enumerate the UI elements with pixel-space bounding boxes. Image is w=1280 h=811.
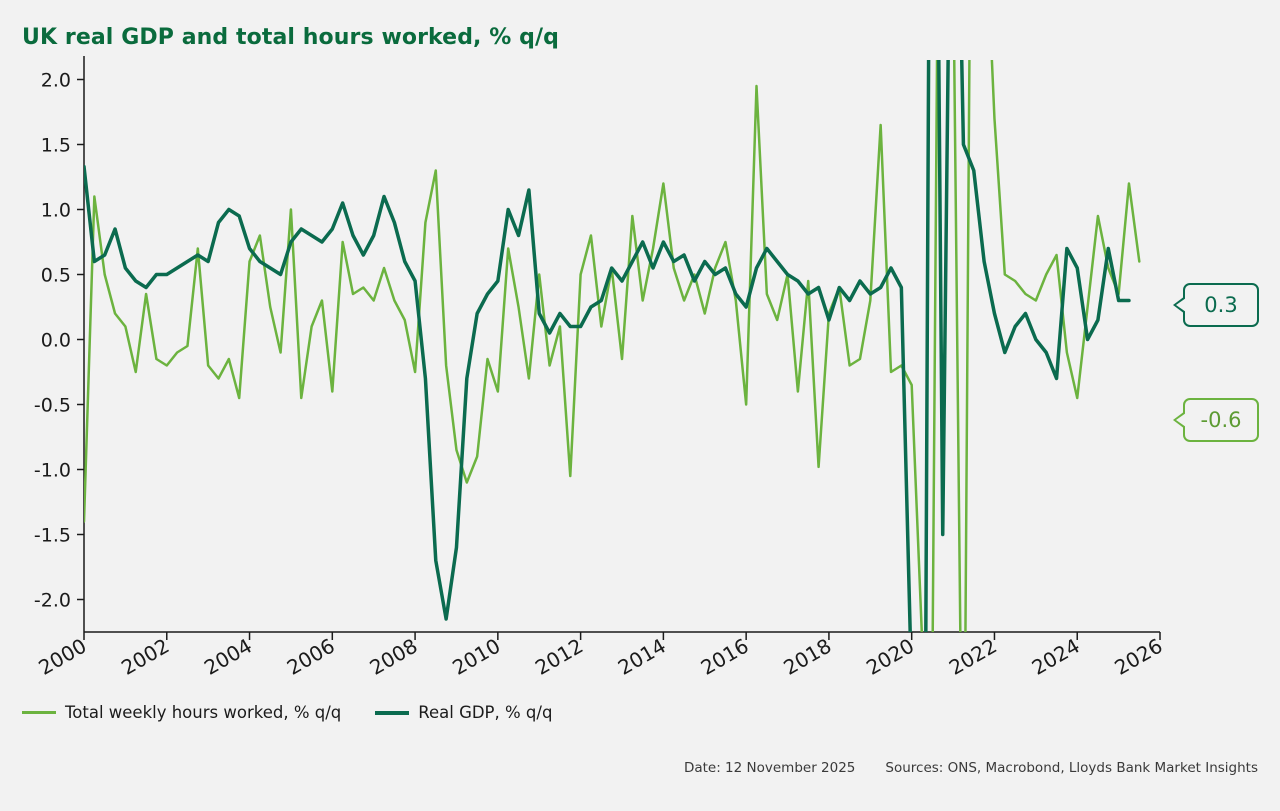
y-tick-label: 1.5 — [40, 134, 71, 157]
y-tick-label: 2.0 — [40, 69, 71, 92]
x-tick-label: 2000 — [34, 633, 91, 680]
x-tick-label: 2016 — [696, 633, 753, 680]
x-tick-label: 2010 — [448, 633, 505, 680]
callout-hours-tail-inner-icon — [1176, 413, 1186, 427]
y-tick-label: 1.0 — [40, 199, 71, 222]
x-tick-label: 2022 — [944, 633, 1001, 680]
footer — [684, 760, 1258, 776]
y-tick-label: -0.5 — [33, 394, 71, 417]
x-tick-label: 2012 — [531, 633, 588, 680]
y-tick-label: -2.0 — [33, 589, 71, 612]
x-tick-label: 2018 — [779, 633, 836, 680]
callout-gdp-tail-inner-icon — [1176, 298, 1186, 312]
legend-swatch-hours-icon — [22, 711, 56, 714]
x-tick-label: 2008 — [365, 633, 422, 680]
x-tick-label: 2024 — [1027, 633, 1084, 680]
series-line-gdp — [84, 0, 1129, 700]
legend-item-hours — [22, 703, 341, 722]
x-tick-label: 2020 — [862, 633, 919, 680]
y-tick-label: 0.5 — [40, 264, 71, 287]
legend-item-gdp — [375, 703, 552, 722]
callout-hours-label: -0.6 — [1200, 408, 1242, 432]
page-title: UK real GDP and total hours worked, % q/q — [22, 25, 559, 50]
legend-swatch-gdp-icon — [375, 711, 409, 715]
callout-hours-value — [1183, 398, 1259, 442]
callout-gdp-value — [1183, 283, 1259, 327]
legend-label-gdp: Real GDP, % q/q — [418, 703, 553, 722]
x-tick-label: 2002 — [117, 633, 174, 680]
series-line-hours — [84, 0, 1139, 700]
chart-legend — [22, 703, 552, 722]
y-tick-label: 0.0 — [40, 329, 71, 352]
x-tick-label: 2004 — [199, 633, 257, 680]
x-tick-label: 2014 — [613, 633, 670, 680]
y-tick-label: -1.5 — [33, 524, 71, 547]
x-tick-label: 2006 — [282, 633, 339, 680]
footer-date: Date: 12 November 2025 — [683, 760, 856, 776]
x-tick-label: 2026 — [1110, 633, 1167, 680]
x-axis — [34, 632, 1166, 680]
y-tick-label: -1.0 — [33, 459, 71, 482]
legend-label-hours: Total weekly hours worked, % q/q — [65, 703, 342, 722]
footer-sources: Sources: ONS, Macrobond, Lloyds Bank Market Insights — [885, 760, 1258, 776]
callout-gdp-label: 0.3 — [1204, 293, 1238, 317]
y-axis-ticks — [34, 56, 84, 632]
